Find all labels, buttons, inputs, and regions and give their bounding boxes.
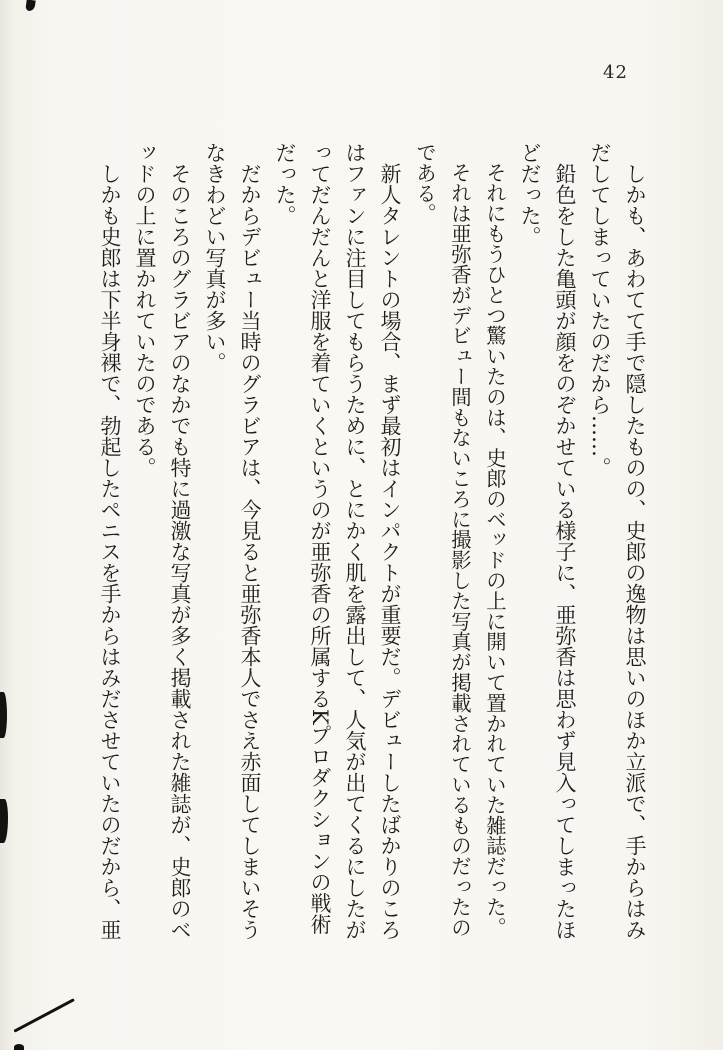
paragraph: 新人タレントの場合、まず最初はインパクトが重要だ。デビューしたばかりのころはファンに注目してもらうために、とにかく肌を露出して、人気が出てくるにしたがってだんだんと洋服を着ていくというのが亜弥香の所属するKプロダクションの戦術だった。	[273, 142, 402, 940]
scan-artifact-left-edge	[0, 692, 7, 738]
paragraph: それにもうひとつ驚いたのは、史郎のベッドの上に開いて置かれていた雑誌だった。	[483, 162, 507, 938]
scan-artifact-bottom-corner	[14, 1044, 24, 1050]
scan-artifact-top-corner	[25, 0, 35, 12]
scan-artifact-left-edge	[0, 799, 8, 843]
paragraph: しかも、あわてて手で隠したものの、史郎の逸物は思いのほか立派で、手からはみだしてしまっていたのだから……。	[588, 142, 647, 940]
paragraph: そのころのグラビアのなかでも特に過激な写真が多く掲載された雑誌が、史郎のベッドの上に置かれていたのである。	[133, 142, 192, 940]
text-block	[92, 142, 652, 942]
paragraph: 鉛色をした亀頭が顔をのぞかせている様子に、亜弥香は思わず見入ってしまったほどだった。	[518, 142, 577, 940]
paragraph: だからデビュー当時のグラビアは、今見ると亜弥香本人でさえ赤面してしまいそうなきわどい写真が多い。	[203, 142, 262, 940]
paragraph: それは亜弥香がデビュー間もないころに撮影した写真が掲載されているものだったのである。	[413, 142, 472, 938]
paragraph: しかも史郎は下半身裸で、勃起したペニスを手からはみださせていたのだから、亜	[98, 163, 122, 940]
scan-artifact-bottom-corner	[13, 998, 74, 1032]
page-number: 42	[603, 62, 628, 83]
